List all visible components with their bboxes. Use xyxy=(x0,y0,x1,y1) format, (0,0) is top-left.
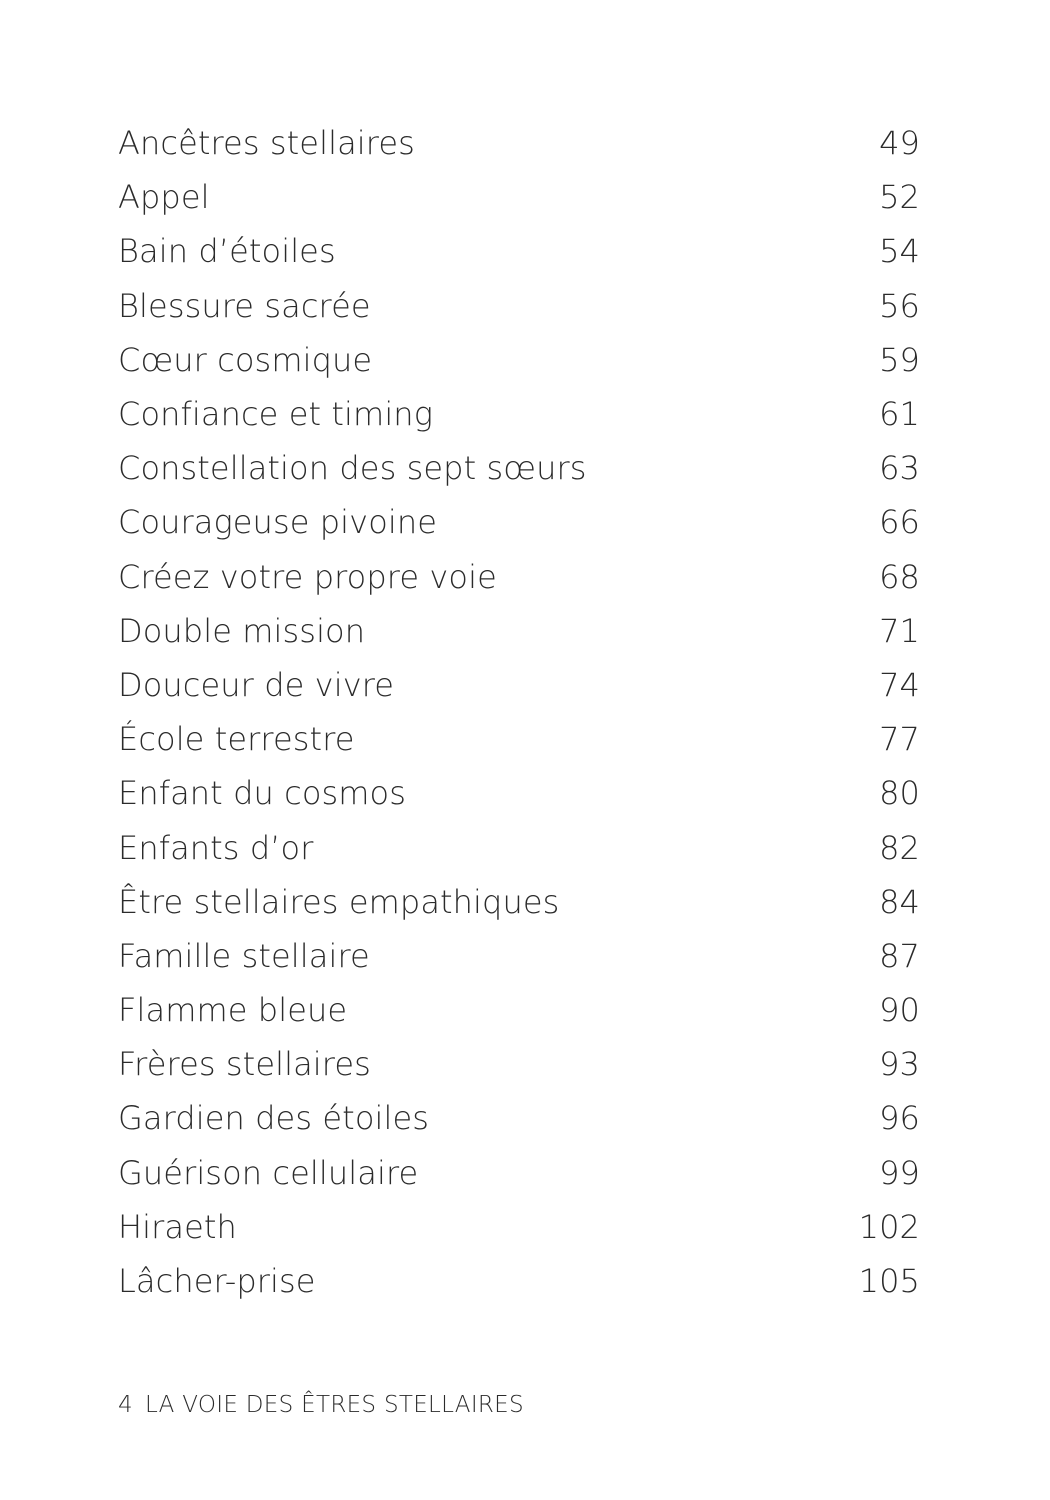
toc-entry-page: 74 xyxy=(879,665,920,704)
toc-entry xyxy=(118,766,920,820)
toc-entry xyxy=(118,1091,920,1145)
toc-entry-page: 77 xyxy=(879,720,920,759)
toc-entry-title: Blessure sacrée xyxy=(118,286,371,325)
toc-entry-title: Guérison cellulaire xyxy=(118,1153,419,1192)
toc-entry-page: 54 xyxy=(879,232,920,271)
toc-entry-title: Constellation des sept sœurs xyxy=(118,449,587,488)
toc-entry-title: Être stellaires empathiques xyxy=(118,882,560,921)
toc-entry-page: 71 xyxy=(879,611,920,650)
page-number: 4 xyxy=(118,1392,133,1418)
toc-entry xyxy=(118,441,920,495)
book-title: LA VOIE DES ÊTRES STELLAIRES xyxy=(144,1392,524,1418)
toc-entry xyxy=(118,1037,920,1091)
toc-entry-title: Ancêtres stellaires xyxy=(118,124,415,163)
toc-entry xyxy=(118,983,920,1037)
toc-entry-page: 82 xyxy=(879,828,920,867)
toc-entry-page: 52 xyxy=(879,178,920,217)
toc-entry-page: 49 xyxy=(879,124,920,163)
toc-entry-title: Appel xyxy=(118,178,210,217)
toc-entry xyxy=(118,604,920,658)
toc-entry-page: 93 xyxy=(879,1045,920,1084)
toc-entry xyxy=(118,1146,920,1200)
toc-entry xyxy=(118,224,920,278)
toc-entry-title: Confiance et timing xyxy=(118,395,433,434)
toc-entry xyxy=(118,550,920,604)
toc-entry-page: 99 xyxy=(879,1153,920,1192)
running-footer xyxy=(118,1392,524,1418)
toc-entry xyxy=(118,333,920,387)
toc-entry-title: Famille stellaire xyxy=(118,936,370,975)
toc-entry xyxy=(118,875,920,929)
toc-entry-title: Frères stellaires xyxy=(118,1045,371,1084)
toc-entry xyxy=(118,1200,920,1254)
toc-entry xyxy=(118,495,920,549)
table-of-contents xyxy=(118,116,920,1308)
toc-entry-title: Créez votre propre voie xyxy=(118,557,497,596)
toc-entry xyxy=(118,170,920,224)
toc-entry-page: 105 xyxy=(858,1262,920,1301)
toc-entry-page: 80 xyxy=(879,774,920,813)
toc-entry-page: 56 xyxy=(879,286,920,325)
toc-entry-title: Enfant du cosmos xyxy=(118,774,407,813)
toc-entry-page: 90 xyxy=(879,991,920,1030)
toc-entry-title: Douceur de vivre xyxy=(118,665,395,704)
toc-entry-title: Bain d’étoiles xyxy=(118,232,336,271)
toc-entry-page: 87 xyxy=(879,936,920,975)
toc-entry-title: Gardien des étoiles xyxy=(118,1099,430,1138)
toc-entry-title: Double mission xyxy=(118,611,366,650)
toc-entry xyxy=(118,387,920,441)
toc-entry-page: 61 xyxy=(879,395,920,434)
toc-entry xyxy=(118,820,920,874)
toc-entry xyxy=(118,712,920,766)
toc-entry-page: 59 xyxy=(879,340,920,379)
toc-entry-page: 84 xyxy=(879,882,920,921)
toc-entry-title: Lâcher-prise xyxy=(118,1262,316,1301)
toc-entry-title: Flamme bleue xyxy=(118,991,348,1030)
toc-entry-title: Cœur cosmique xyxy=(118,340,373,379)
toc-entry xyxy=(118,929,920,983)
toc-entry xyxy=(118,279,920,333)
toc-entry-page: 102 xyxy=(858,1207,920,1246)
toc-entry-title: Hiraeth xyxy=(118,1207,237,1246)
toc-entry xyxy=(118,116,920,170)
toc-entry-title: Enfants d’or xyxy=(118,828,314,867)
toc-entry-page: 96 xyxy=(879,1099,920,1138)
toc-entry xyxy=(118,1254,920,1308)
toc-entry-page: 63 xyxy=(879,449,920,488)
toc-entry-page: 66 xyxy=(879,503,920,542)
toc-entry xyxy=(118,658,920,712)
toc-entry-title: Courageuse pivoine xyxy=(118,503,438,542)
toc-entry-page: 68 xyxy=(879,557,920,596)
toc-entry-title: École terrestre xyxy=(118,720,355,759)
